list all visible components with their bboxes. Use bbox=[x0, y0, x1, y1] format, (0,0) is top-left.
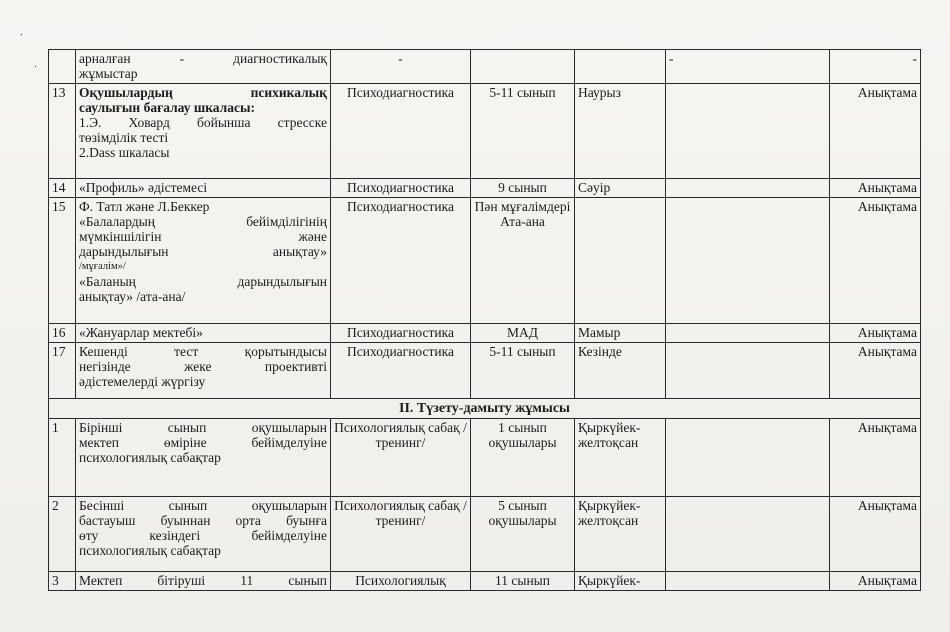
row-extra bbox=[666, 179, 830, 198]
row-result: Анықтама bbox=[830, 84, 921, 179]
table-row bbox=[49, 84, 921, 179]
row-description: Оқушылардың психикалық саулығын бағалау шкаласы: 1.Э. Ховард бойынша стресске төзімділік тесті 2.Dass шкаласы bbox=[76, 84, 331, 179]
row-result: Анықтама bbox=[830, 572, 921, 591]
row-number: 3 bbox=[49, 572, 76, 591]
table-row bbox=[49, 419, 921, 497]
row-number: 13 bbox=[49, 84, 76, 179]
row-form: Психодиагностика bbox=[331, 179, 471, 198]
row-result: Анықтама bbox=[830, 198, 921, 324]
row-result: Анықтама bbox=[830, 497, 921, 572]
row-form: Психодиагностика bbox=[331, 343, 471, 399]
row-description: «Профиль» әдістемесі bbox=[76, 179, 331, 198]
row-description: Бесінші сынып оқушыларын бастауыш буыннан орта буынға өту кезіндегі бейімделуіне психологиялық сабақтар bbox=[76, 497, 331, 572]
row-description: арналған - диагностикалық жұмыстар bbox=[76, 50, 331, 84]
table-row bbox=[49, 324, 921, 343]
row-date: Қыркүйек-желтоқсан bbox=[575, 497, 666, 572]
row-participants: 5-11 сынып bbox=[471, 84, 575, 179]
scan-speck: · bbox=[34, 62, 38, 73]
table-row bbox=[49, 50, 921, 84]
row-form: Психодиагностика bbox=[331, 324, 471, 343]
row-date bbox=[575, 50, 666, 84]
row-date: Наурыз bbox=[575, 84, 666, 179]
row-form: Психологиялық bbox=[331, 572, 471, 591]
row-date: Мамыр bbox=[575, 324, 666, 343]
row-date: Кезінде bbox=[575, 343, 666, 399]
row-form: Психологиялық сабақ /тренинг/ bbox=[331, 497, 471, 572]
row-description: Мектеп бітіруші 11 сынып bbox=[76, 572, 331, 591]
row-number: 16 bbox=[49, 324, 76, 343]
row-participants: 5-11 сынып bbox=[471, 343, 575, 399]
row-date: Сәуір bbox=[575, 179, 666, 198]
row-result: Анықтама bbox=[830, 419, 921, 497]
row-extra bbox=[666, 419, 830, 497]
row-form: - bbox=[331, 50, 471, 84]
row-number: 14 bbox=[49, 179, 76, 198]
row-participants: 1 сынып оқушылары bbox=[471, 419, 575, 497]
row-number: 2 bbox=[49, 497, 76, 572]
row-date: Қыркүйек-желтоқсан bbox=[575, 419, 666, 497]
row-extra bbox=[666, 198, 830, 324]
row-result: Анықтама bbox=[830, 343, 921, 399]
row-number: 15 bbox=[49, 198, 76, 324]
row-description: «Жануарлар мектебі» bbox=[76, 324, 331, 343]
row-result: - bbox=[830, 50, 921, 84]
row-extra bbox=[666, 84, 830, 179]
row-form: Психодиагностика bbox=[331, 84, 471, 179]
row-number: 1 bbox=[49, 419, 76, 497]
table-row bbox=[49, 572, 921, 591]
row-form: Психологиялық сабақ /тренинг/ bbox=[331, 419, 471, 497]
row-date bbox=[575, 198, 666, 324]
row-extra bbox=[666, 324, 830, 343]
row-extra bbox=[666, 497, 830, 572]
row-date: Қыркүйек- bbox=[575, 572, 666, 591]
row-number bbox=[49, 50, 76, 84]
row-participants: МАД bbox=[471, 324, 575, 343]
row-number: 17 bbox=[49, 343, 76, 399]
row-description: Бірінші сынып оқушыларын мектеп өміріне бейімделуіне психологиялық сабақтар bbox=[76, 419, 331, 497]
section-title: ІІ. Түзету-дамыту жұмысы bbox=[49, 399, 921, 419]
row-description: Ф. Татл және Л.Беккер «Балалардың бейімділігінің мүмкіншілігін және дарындылығын анықтау» /мұғалім»/ «Баланың дарындылығын анықтау» /ата-ана/ bbox=[76, 198, 331, 324]
table-row bbox=[49, 198, 921, 324]
row-description: Кешенді тест қорытындысы негізінде жеке проективті әдістемелерді жүргізу bbox=[76, 343, 331, 399]
row-participants: 9 сынып bbox=[471, 179, 575, 198]
row-result: Анықтама bbox=[830, 179, 921, 198]
row-participants bbox=[471, 50, 575, 84]
row-participants: 11 сынып bbox=[471, 572, 575, 591]
row-extra bbox=[666, 343, 830, 399]
work-plan-table bbox=[48, 49, 921, 591]
table-row bbox=[49, 343, 921, 399]
row-extra bbox=[666, 572, 830, 591]
row-result: Анықтама bbox=[830, 324, 921, 343]
row-participants: Пән мұғалімдері Ата-ана bbox=[471, 198, 575, 324]
row-participants: 5 сынып оқушылары bbox=[471, 497, 575, 572]
row-extra: - bbox=[666, 50, 830, 84]
row-form: Психодиагностика bbox=[331, 198, 471, 324]
table-row bbox=[49, 497, 921, 572]
section-header-row bbox=[49, 399, 921, 419]
table-row bbox=[49, 179, 921, 198]
scan-speck: · bbox=[20, 30, 24, 41]
